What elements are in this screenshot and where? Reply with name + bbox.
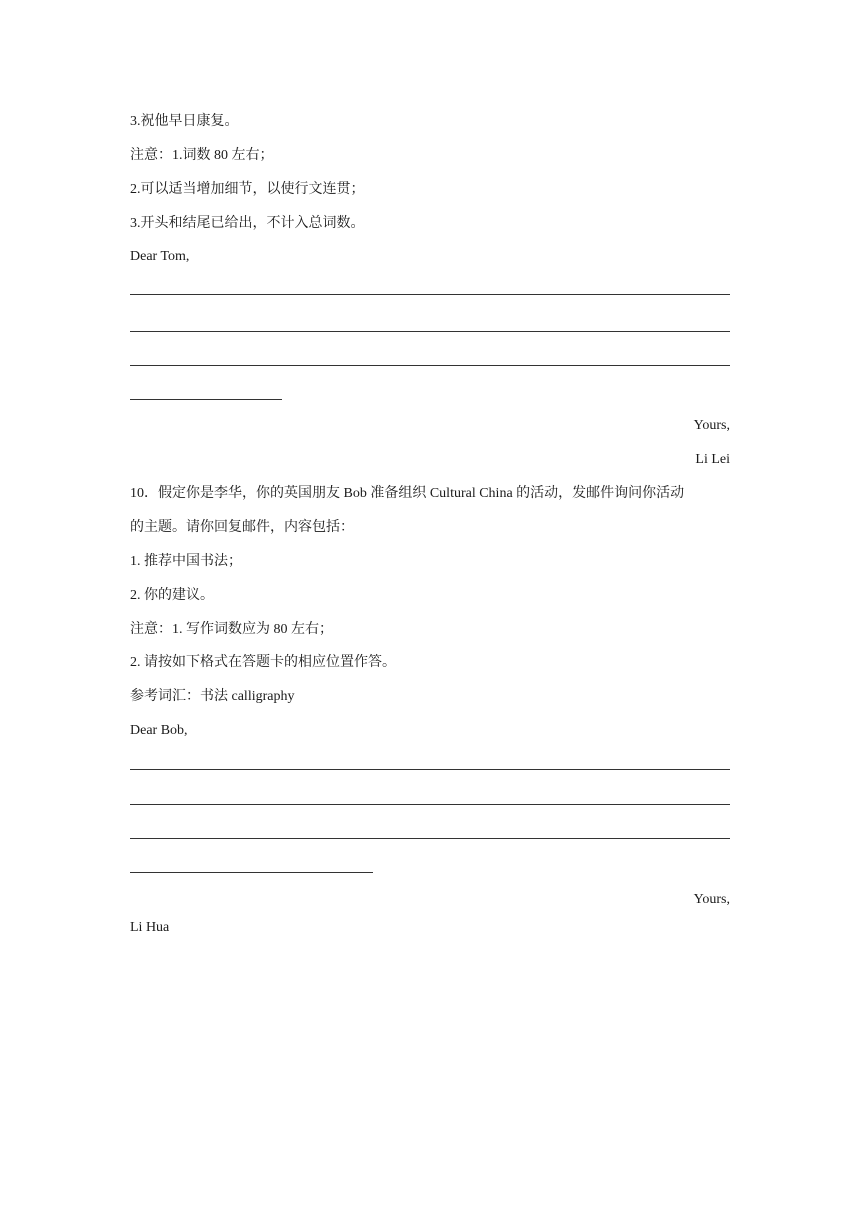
note-line-1: 注意：1.词数 80 左右； bbox=[130, 148, 274, 163]
content-point-2: 2. 你的建议。 bbox=[130, 588, 214, 603]
note-line-2: 2.可以适当增加细节，以使行文连贯； bbox=[130, 182, 365, 197]
content-point-1: 1. 推荐中国书法； bbox=[130, 554, 242, 569]
question-10-prompt-continued: 的主题。请你回复邮件，内容包括： bbox=[130, 520, 354, 535]
letter-signature: Li Lei bbox=[695, 452, 730, 467]
answer-line bbox=[130, 769, 730, 770]
answer-line-short bbox=[130, 399, 282, 400]
letter-greeting: Dear Bob, bbox=[130, 723, 188, 738]
note-line-3: 3.开头和结尾已给出，不计入总词数。 bbox=[130, 216, 365, 231]
letter-signature: Li Hua bbox=[130, 920, 170, 935]
note-line-2: 2. 请按如下格式在答题卡的相应位置作答。 bbox=[130, 655, 396, 670]
question-10-prompt: 10．假定你是李华，你的英国朋友 Bob 准备组织 Cultural China 的活动，发邮件询问你活动 bbox=[130, 486, 685, 501]
answer-line bbox=[130, 294, 730, 295]
letter-closing: Yours, bbox=[693, 892, 730, 907]
answer-line bbox=[130, 365, 730, 366]
note-line-1: 注意：1. 写作词数应为 80 左右； bbox=[130, 622, 333, 637]
letter-greeting: Dear Tom, bbox=[130, 249, 190, 264]
answer-line bbox=[130, 331, 730, 332]
requirement-3: 3.祝他早日康复。 bbox=[130, 114, 239, 129]
answer-line-short bbox=[130, 872, 373, 873]
answer-line bbox=[130, 804, 730, 805]
reference-vocabulary: 参考词汇：书法 calligraphy bbox=[130, 689, 295, 704]
answer-line bbox=[130, 838, 730, 839]
letter-closing: Yours, bbox=[693, 418, 730, 433]
